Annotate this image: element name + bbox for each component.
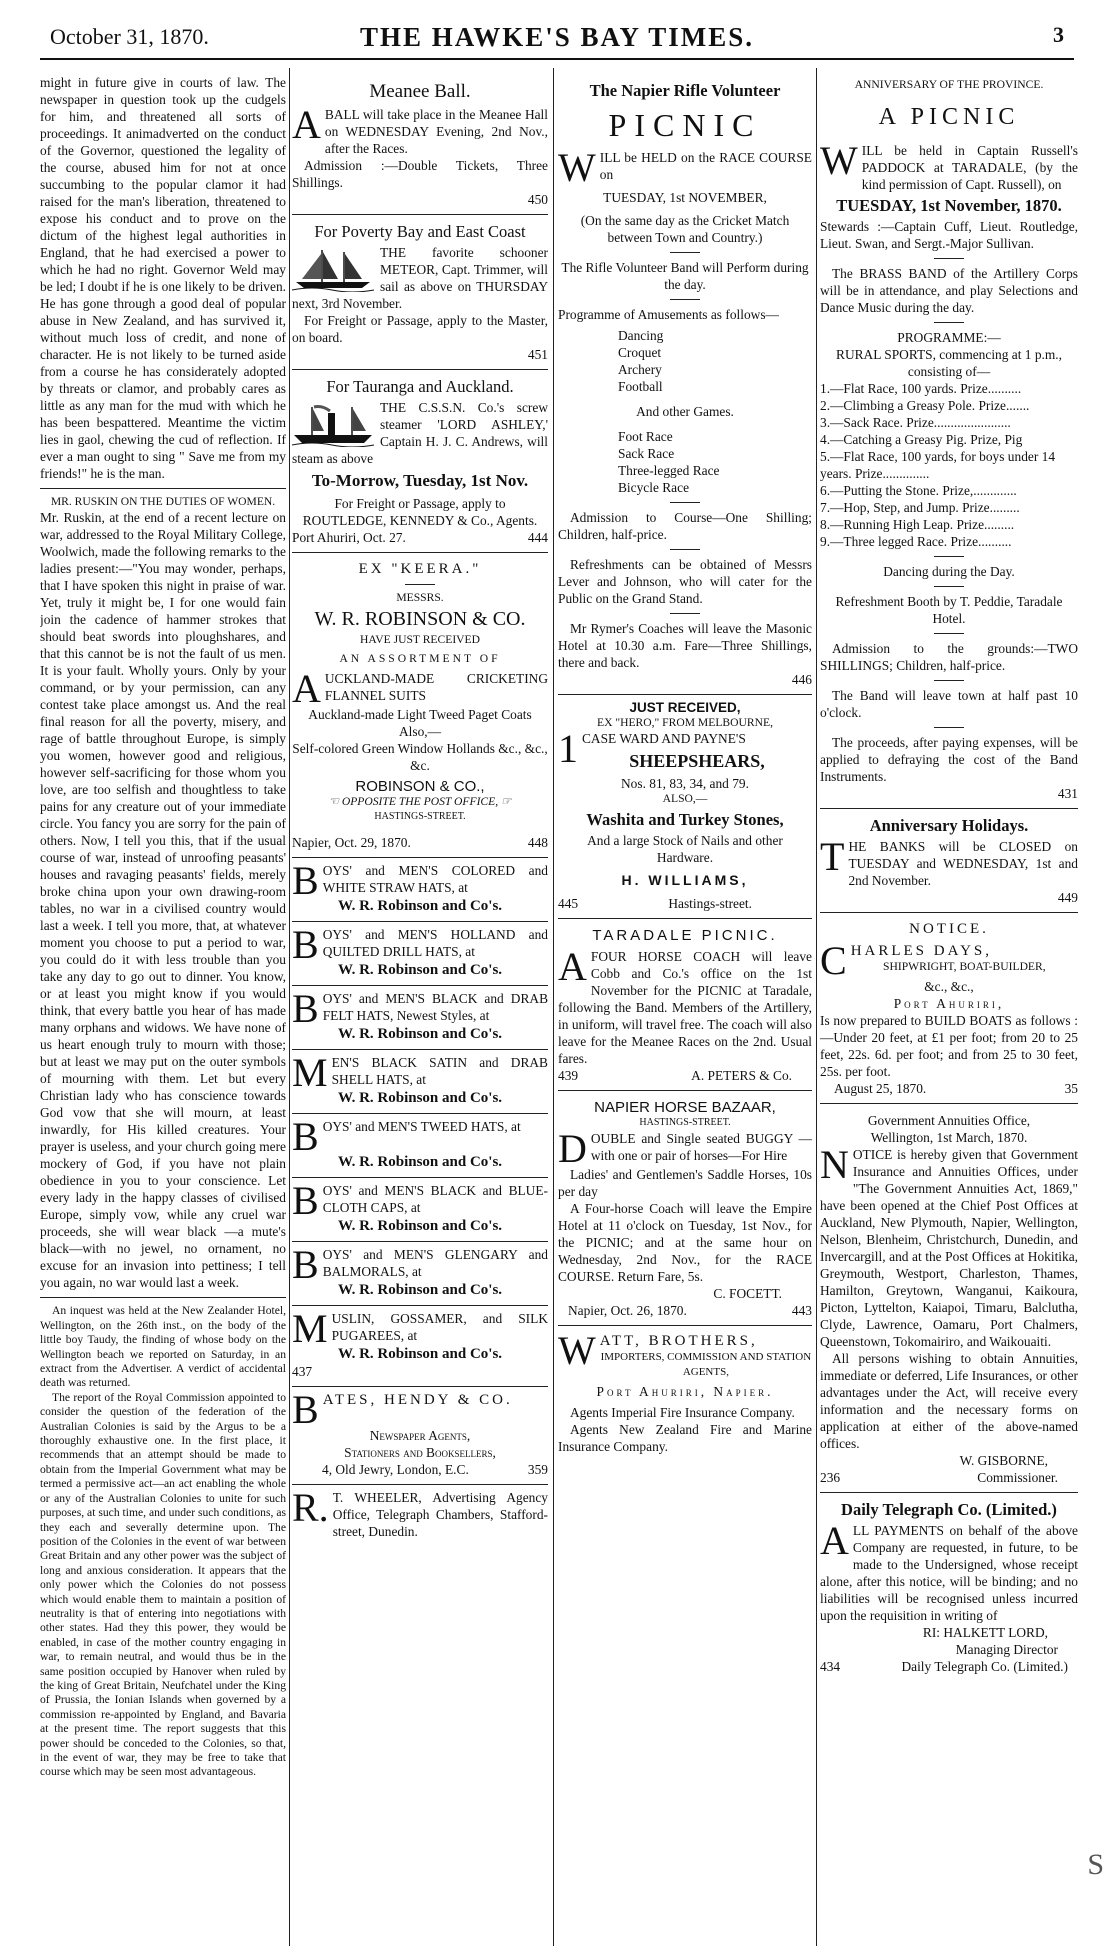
drop-cap: W — [820, 138, 858, 184]
column-2 — [292, 74, 548, 1940]
ad-also: Also,— — [398, 724, 442, 740]
ad-admission: Admission to Course—One Shilling; Children, half-price. — [558, 510, 812, 542]
ad-firm: W. R. Robinson and Co's. — [337, 1026, 503, 1043]
masthead — [40, 18, 1074, 60]
ad-heading: ANNIVERSARY OF THE PROVINCE. — [854, 78, 1044, 91]
ad-address: 4, Old Jewry, London, E.C. — [322, 1462, 469, 1478]
list-item: Dancing — [618, 328, 664, 343]
list-item: 4.—Catching a Greasy Pig. Prize, Pig — [820, 432, 1023, 448]
ad-number: 431 — [1057, 786, 1078, 802]
ad-other: And other Games. — [636, 404, 734, 419]
ad-number: 446 — [791, 672, 812, 687]
ad-poverty-bay — [292, 215, 548, 370]
ad-heading: Wellington, 1st March, 1870. — [870, 1130, 1028, 1146]
ad-date: August 25, 1870. — [834, 1081, 927, 1097]
ad-programme: Programme of Amusements as follows— — [558, 307, 779, 322]
drop-cap: B — [292, 1114, 319, 1160]
drop-cap: R. — [292, 1485, 329, 1531]
ad-horse-bazaar — [558, 1091, 812, 1326]
drop-cap: M — [292, 1050, 328, 1096]
ad-refreshments: Refreshments can be obtained of Messrs Lever and Johnson, who will cater for the Public on the Grand Stand. — [558, 557, 812, 606]
ad-booth: Refreshment Booth by T. Peddie, Taradale Hotel. — [835, 594, 1063, 627]
ad-programme: PROGRAMME:— — [897, 330, 1001, 346]
ad-body: OYS' and MEN'S TWEED HATS, at — [322, 1119, 521, 1135]
ad-hats-1 — [292, 858, 548, 922]
ad-admission: Admission to the grounds:—TWO SHILLINGS; Children, half-price. — [820, 641, 1078, 674]
ad-stewards: Stewards :—Captain Cuff, Lieut. Routledge, Lieut. Swan, and Sergt.-Major Sullivan. — [820, 219, 1078, 252]
races-list — [618, 428, 812, 496]
ad-title: Meanee Ball. — [369, 81, 471, 102]
list-item: 8.—Running High Leap. Prize......... — [820, 517, 1015, 533]
ad-port: Port Ahuriri, Napier. — [596, 1384, 774, 1400]
article-paragraph: The report of the Royal Commission appointed to consider the question of the federation of the Australian Colonies is said by the Argus to be a thoroughly exhaustive one. In the first place, it recommends that an attempt should be made to obtain from the Imperial Government what may be termed a permissive act—an act enabling the whole or any of the Australian Colonies to unite for such purposes, at such time, and under such conditions, as they each and severally determine upon. The position of the Colonies in the event of war between Great Britain and any other power was the subject of long and anxious consideration. It appears that the only power which the Colonies do not possess which would enable them to maintain a position of neutrality is that of entering into negotiations with other states. Had they this power, they would be enabled, in case of the mother country engaging in war, to remain neutral, and would thus be in the same position occupied by Hanover when ruled by the king of Great Britain, Neufchatel under the King of Prussia, the Ionian Islands when governed by a commission re-appointed by England, and Bavaria at the present time. The report suggests that this power should be conceded to the Colonies, so that, in the event of war, they may be free to take that course which may be seen most advantageous. — [40, 1390, 286, 1779]
ad-numbers: Nos. 81, 83, 34, and 79. — [621, 776, 749, 792]
ad-firm: W. R. Robinson and Co's. — [337, 1154, 503, 1171]
ad-street: Hastings-street. — [668, 895, 752, 911]
ad-number: 443 — [791, 1303, 812, 1319]
drop-cap: D — [558, 1126, 587, 1172]
ad-title: The Napier Rifle Volunteer — [589, 81, 781, 100]
list-item: 1.—Flat Race, 100 yards. Prize.......... — [820, 381, 1022, 397]
ad-firm: W. R. Robinson and Co's. — [337, 1346, 503, 1363]
ad-body: T. WHEELER, Advertising Agency Office, Telegraph Chambers, Stafford-street, Dunedin. — [332, 1490, 548, 1540]
ad-firm: H. WILLIAMS, — [621, 871, 749, 888]
drop-cap: T — [820, 834, 845, 880]
divider — [934, 727, 964, 728]
divider — [40, 1297, 286, 1298]
steamer-icon — [292, 401, 374, 447]
ad-signature: A. PETERS & Co. — [691, 1067, 792, 1083]
ad-charles-days — [820, 913, 1078, 1104]
ad-signature: W. GISBORNE, — [959, 1453, 1048, 1469]
list-item: Football — [618, 379, 663, 394]
ad-hats-2 — [292, 922, 548, 986]
ad-firm: W. R. Robinson and Co's. — [337, 1282, 503, 1299]
divider — [670, 613, 700, 614]
ad-title: TARADALE PICNIC. — [592, 926, 778, 944]
issue-date: October 31, 1870. — [50, 24, 209, 49]
drop-cap: W — [558, 1328, 596, 1374]
drop-cap: M — [292, 1306, 328, 1352]
ad-body: LL PAYMENTS on behalf of the above Company are requested, in future, to be made to the Undersigned, whose receipt alone, after this notice, will be binding; and no liabilities will be recognised unless incurred upon the requisition in writing of — [820, 1523, 1078, 1624]
schooner-icon — [292, 246, 374, 292]
ad-date: TUESDAY, 1st NOVEMBER, — [603, 190, 767, 205]
pointing-hand-icon: ☞ — [498, 795, 512, 809]
drop-cap: A — [292, 666, 321, 712]
ad-body: USLIN, GOSSAMER, and SILK PUGAREES, at — [331, 1311, 548, 1344]
ad-date-line: To-Morrow, Tuesday, 1st Nov. — [311, 471, 529, 490]
ad-brass-band: The BRASS BAND of the Artillery Corps will be in attendance, and play Selections and Dance Music during the day. — [820, 266, 1078, 316]
column-divider — [816, 68, 817, 1946]
ad-rifle-picnic — [558, 74, 812, 695]
article-paragraph: Mr. Ruskin, at the end of a recent lecture on war, addressed to the Royal Military College, Woolwich, made the following remarks to the ladies present:—"You may wonder, perhaps, that I have spoken this night in praise of war. Yet, truly it might be, I for one would fain join the cadence of hammer strokes that should beat swords into ploughshares, and that this cannot be is not the fault of us men. It is your fault. Wholly yours. Only by your command, or by your permission, can any contest take place amongst us. And the real final reason for all the poverty, misery, and rage of battle throughout Europe, is simply you women, however good and religious, however self-sacrificing for those whom you love, are too selfish and thoughtless to take pains for any creature out of your immediate circle. You fancy you are sorry for the pain of others. Now, I tell you this, that if the usual course of war, instead of unroofing peasants' houses and ravaging peasants' fields, merely broke china upon your own drawing-room tables, no war in a civilised country would last a week. I tell you more, that, at whatever moment you choose to put a period to war, you could do it with less trouble than you take any day to go out to dinner. You know, or at least you might know if you would think, that every battle you hear of has made many orphans and widows. We have none of us heart enough truly to mourn with those; but at least we may put on the outer symbols of mourning with them. Let but every Christian lady who has conscience towards God vow that she will mourn, at least inwardly, for His killed creatures. Your prayer is useless, and your church going mere mockery of God, if you have not plain obedience in you to your conscience. Let every lady in the happy classes of civilised Europe, simply vow, while any cruel war proceeds, she will wear black —a mute's black—with no jewel, no ornament, no excuse for an invasion into pettiness; I tell you again, no war would last a week. — [40, 510, 286, 1291]
ad-admission: Admission :—Double Tickets, Three Shillings. — [292, 158, 548, 190]
ad-date: TUESDAY, 1st November, 1870. — [836, 196, 1062, 216]
ad-firm: ROBINSON & CO., — [355, 778, 485, 796]
ad-coaches: Mr Rymer's Coaches will leave the Masonic Hotel at 10.30 a.m. Fare—Three Shillings, there and back. — [558, 621, 812, 670]
ad-coach: A Four-horse Coach will leave the Empire Hotel at 11 o'clock on Tuesday, 1st Nov., for the PICNIC; and at the same hour on Wednesday, 2nd Nov., for the RACE COURSE. Return Fare, 5s. — [558, 1201, 812, 1285]
divider — [934, 556, 964, 557]
ad-government-annuities — [820, 1104, 1078, 1493]
ad-note: (On the same day as the Cricket Match between Town and Country.) — [580, 213, 790, 245]
ad-body: UCKLAND-MADE CRICKETING FLANNEL SUITS — [324, 671, 548, 704]
column-divider — [553, 68, 554, 1946]
ad-title: Anniversary Holidays. — [869, 816, 1029, 836]
ad-body: OYS' and MEN'S HOLLAND and QUILTED DRILL HATS, at — [322, 927, 548, 960]
ad-firm: W. R. Robinson and Co's. — [337, 1218, 503, 1235]
list-item: Sack Race — [618, 446, 675, 461]
ad-street: HASTINGS-STREET. — [639, 1116, 731, 1128]
ad-just-received — [558, 695, 812, 919]
ad-number: 359 — [527, 1462, 548, 1478]
ad-title: ATES, HENDY & CO. — [322, 1392, 513, 1409]
ad-holland: Self-colored Green Window Hollands &c., &c., &c. — [292, 741, 548, 774]
drop-cap: 1 — [558, 726, 578, 772]
ad-title: Daily Telegraph Co. (Limited.) — [841, 1500, 1057, 1520]
drop-cap: B — [292, 986, 319, 1032]
ad-number: 448 — [527, 835, 548, 851]
drop-cap: C — [820, 938, 847, 984]
ad-hats-8 — [292, 1306, 548, 1387]
article-paragraph: might in future give in courts of law. The newspaper in question took up the cudgels for him, and threatened all sorts of proceedings. It animadverted on the conduct of the Governor, questioned the legality of the course, abused him for not at once succumbing to the popular clamor it had raised for the man's liberation, threatened to expose his conduct and to prove on the dictum of the highest legal authorities in England, that he had exercised a power to which he had no right. Governor Weld may be led; I doubt if he is one likely to be driven. He has gone through a good deal of popular abuse in New Zealand, and has survived it, without much loss of credit, and none of character. He is not likely to be turned aside from a course he has considerately adopted by threats or clamor, and probably cares as little as any man for the mud with which he has been bespattered. Meantime the victim lies in gaol, chewing the cud of reflection. If ever a man ought to sing " Save me from my friends!" he is the man. — [40, 75, 286, 481]
ad-watt-brothers — [558, 1326, 812, 1455]
ad-opposite: OPPOSITE THE POST OFFICE, — [341, 795, 499, 809]
divider — [405, 584, 435, 585]
ad-subtitle: IMPORTERS, COMMISSION AND STATION AGENTS, — [600, 1351, 812, 1378]
ad-hats-3 — [292, 986, 548, 1050]
ad-number: 439 — [558, 1067, 579, 1083]
ad-firm: W. R. Robinson and Co's. — [337, 898, 503, 915]
ad-company: Daily Telegraph Co. (Limited.) — [901, 1659, 1068, 1675]
ad-messrs: MESSRS. — [396, 591, 444, 604]
divider — [934, 258, 964, 259]
ad-stock: And a large Stock of Nails and other Hardware. — [587, 832, 783, 865]
ad-anniversary-picnic — [820, 74, 1078, 809]
ad-body: All persons wishing to obtain Annuities, immediate or deferred, Life Insurances, or other advantages under the Act, will receive every information and the necessary forms on application at either of the above-named offices. — [820, 1351, 1078, 1452]
divider — [934, 322, 964, 323]
ad-tweed: Auckland-made Light Tweed Paget Coats — [308, 707, 532, 723]
ad-wheeler — [292, 1485, 548, 1540]
games-list — [618, 327, 812, 395]
ad-title: JUST RECEIVED, — [629, 700, 741, 715]
drop-cap: B — [292, 1178, 319, 1224]
ad-role: Managing Director — [955, 1642, 1058, 1658]
pointing-hand-icon: ☜ — [328, 795, 342, 809]
ad-band: The Rifle Volunteer Band will Perform during the day. — [561, 260, 809, 292]
ad-number: 437 — [292, 1364, 313, 1380]
drop-cap: W — [558, 145, 596, 190]
ad-body: THE favorite schooner METEOR, Capt. Trimmer, will sail as above on THURSDAY next, 3rd November. — [292, 245, 548, 311]
list-item: Bicycle Race — [618, 480, 690, 495]
ad-body: BALL will take place in the Meanee Hall on WEDNESDAY Evening, 2nd Nov., after the Races. — [324, 107, 548, 156]
ad-firm: W. R. Robinson and Co's. — [337, 962, 503, 979]
ad-assortment: AN ASSORTMENT OF — [339, 651, 501, 665]
ad-firm: W. R. ROBINSON & CO. — [314, 608, 526, 631]
ad-date: Napier, Oct. 26, 1870. — [568, 1303, 687, 1319]
ad-body: EN'S BLACK SATIN and DRAB SHELL HATS, at — [331, 1055, 548, 1088]
drop-cap: B — [292, 1387, 319, 1433]
ad-port: Port Ahuriri, — [893, 996, 1005, 1012]
ad-case: CASE WARD AND PAYNE'S — [582, 731, 746, 747]
ad-date: Napier, Oct. 29, 1870. — [292, 835, 411, 851]
ad-place: Port Ahuriri, Oct. 27. — [292, 530, 406, 545]
ad-body: Is now prepared to BUILD BOATS as follows :—Under 20 feet, at £1 per foot; from 20 to 25 feet, 22s. 6d. per foot; and from 25 to 30 feet, 25s. per foot. — [820, 1013, 1078, 1080]
list-item: 6.—Putting the Stone. Prize,............. — [820, 483, 1017, 499]
ad-signature: RI: HALKETT LORD, — [922, 1625, 1048, 1641]
ad-line: Stationers and Booksellers, — [344, 1445, 496, 1461]
ad-number: 35 — [1064, 1081, 1078, 1097]
article-heading: MR. RUSKIN ON THE DUTIES OF WOMEN. — [50, 495, 276, 508]
article-paragraph: An inquest was held at the New Zealander Hotel, Wellington, on the 26th inst., on the body of the little boy Taudy, the finding of whose body on the Wellington beach we reported on Saturday, in an extract from the Advertiser. A verdict of accidental death was returned. — [40, 1304, 286, 1390]
handwritten-mark: S — [1087, 1848, 1104, 1881]
ad-title-large: A PICNIC — [878, 104, 1020, 131]
ad-signature: C. FOCETT. — [713, 1286, 782, 1302]
ad-body: ILL be HELD on the RACE COURSE on — [599, 150, 812, 182]
ad-agents: Agents New Zealand Fire and Marine Insurance Company. — [558, 1422, 812, 1455]
ad-name: HARLES DAYS, — [850, 943, 992, 960]
ad-role: Commissioner. — [977, 1470, 1058, 1486]
drop-cap: B — [292, 922, 319, 968]
ad-title: For Poverty Bay and East Coast — [314, 222, 526, 241]
ad-etc: &c., &c., — [924, 979, 974, 995]
ad-body: OTICE is hereby given that Government Insurance and Annuities Offices, under "The Government Annuities Act, 1869," have been opened at the Chief Post Offices at Auckland, New Plymouth, Napier, Wellington, Nelson, Blenheim, Christchurch, Dunedin, and Invercargill, and at the Post Offices at Hokitika, Greymouth, Westport, Charleston, Thames, Hamilton, Greytown, Wanganui, Kaikoura, Picton, Lyttelton, Kaiapoi, Timaru, Balclutha, Clyde, Lawrence, Oamaru, Port Chalmers, Queenstown, Tokomairiro, and Waikouaiti. — [820, 1147, 1078, 1350]
list-item: 2.—Climbing a Greasy Pole. Prize....... — [820, 398, 1030, 414]
sports-list — [820, 380, 1078, 550]
drop-cap: A — [558, 943, 587, 989]
list-item: 3.—Sack Race. Prize....................... — [820, 415, 1011, 431]
ad-title: For Tauranga and Auckland. — [326, 377, 514, 396]
ad-number: 450 — [527, 192, 548, 207]
ad-body: OYS' and MEN'S COLORED and WHITE STRAW HATS, at — [322, 863, 548, 896]
ad-hats-4 — [292, 1050, 548, 1114]
ad-daily-telegraph — [820, 1493, 1078, 1675]
column-3 — [558, 74, 812, 1940]
ad-title: ATT, BROTHERS, — [599, 1333, 758, 1350]
column-divider — [289, 68, 290, 1946]
drop-cap: B — [292, 1242, 319, 1288]
ad-body: OYS' and MEN'S BLACK and DRAB FELT HATS, Newest Styles, at — [322, 991, 548, 1024]
ad-line: Newspaper Agents, — [369, 1428, 471, 1444]
list-item: Archery — [618, 362, 662, 377]
ad-keera — [292, 553, 548, 858]
column-1 — [40, 74, 286, 1940]
ad-body: OUBLE and Single seated BUGGY —with one or pair of horses—For Hire — [590, 1131, 812, 1164]
ad-street: HASTINGS-STREET. — [374, 810, 466, 822]
ad-body: FOUR HORSE COACH will leave Cobb and Co.'s office on the 1st November for the PICNIC at Taradale, following the Band. Members of the Artillery, in uniform, will travel free. The coach will also leave for the Meanee Races on the 2nd. Usual fares. — [558, 948, 812, 1066]
ad-title-large: PICNIC — [608, 107, 762, 143]
ad-ex: EX "KEERA." — [358, 561, 482, 577]
page-number: 3 — [1053, 22, 1064, 47]
ad-title: NOTICE. — [909, 921, 989, 938]
list-item: 5.—Flat Race, 100 yards, for boys under 14 years. Prize.............. — [820, 449, 1056, 482]
ad-number: 449 — [1057, 890, 1078, 906]
divider — [40, 488, 286, 489]
ad-body: ILL be held in Captain Russell's PADDOCK at TARADALE, (by the kind permission of Capt. Russell), on — [861, 143, 1078, 193]
list-item: Foot Race — [618, 429, 673, 444]
drop-cap: A — [292, 102, 321, 147]
ad-band-leave: The Band will leave town at half past 10 o'clock. — [820, 688, 1078, 721]
ad-number: 434 — [820, 1659, 841, 1675]
ad-also: ALSO,— — [662, 792, 708, 806]
ad-ex: EX "HERO," FROM MELBOURNE, — [597, 716, 773, 729]
ad-body: HE BANKS will be CLOSED on TUESDAY and WEDNESDAY, 1st and 2nd November. — [848, 839, 1078, 889]
divider — [670, 252, 700, 253]
ad-firm: W. R. Robinson and Co's. — [337, 1090, 503, 1107]
column-4 — [820, 74, 1078, 1940]
ad-heading: Government Annuities Office, — [867, 1113, 1031, 1129]
divider — [934, 586, 964, 587]
ad-dancing: Dancing during the Day. — [883, 564, 1015, 580]
divider — [670, 502, 700, 503]
list-item: Croquet — [618, 345, 662, 360]
ad-product: SHEEPSHEARS, — [629, 751, 765, 772]
ad-number: 444 — [527, 530, 548, 545]
divider — [670, 549, 700, 550]
list-item: 7.—Hop, Step, and Jump. Prize......... — [820, 500, 1020, 516]
ad-body: OYS' and MEN'S BLACK and BLUE-CLOTH CAPS, at — [322, 1183, 548, 1216]
ad-proceeds: The proceeds, after paying expenses, will be applied to defraying the cost of the Band Instruments. — [820, 735, 1078, 785]
ad-ladies: Ladies' and Gentlemen's Saddle Horses, 10s per day — [558, 1167, 812, 1200]
list-item: 9.—Three legged Race. Prize.......... — [820, 534, 1012, 550]
ad-taradale-picnic — [558, 919, 812, 1091]
list-item: Three-legged Race — [618, 463, 720, 478]
ad-body: OYS' and MEN'S GLENGARY and BALMORALS, at — [322, 1247, 548, 1280]
drop-cap: N — [820, 1142, 849, 1188]
ad-anniversary-holidays — [820, 809, 1078, 913]
ad-number: 236 — [820, 1470, 841, 1486]
ad-body: THE C.S.S.N. Co.'s screw steamer 'LORD ASHLEY,' Captain H. J. C. Andrews, will steam as above — [292, 400, 548, 466]
drop-cap: A — [820, 1518, 849, 1564]
newspaper-title: THE HAWKE'S BAY TIMES. — [359, 22, 755, 52]
ad-hats-7 — [292, 1242, 548, 1306]
ad-freight: For Freight or Passage, apply to ROUTLEDGE, KENNEDY & Co., Agents. — [302, 496, 538, 528]
ad-hats-5 — [292, 1114, 548, 1178]
ad-number: 451 — [527, 347, 548, 362]
ad-have: HAVE JUST RECEIVED — [359, 633, 481, 647]
ad-freight: For Freight or Passage, apply to the Master, on board. — [292, 313, 548, 345]
ad-tauranga — [292, 370, 548, 553]
ad-title: NAPIER HORSE BAZAAR, — [594, 1098, 776, 1116]
divider — [934, 680, 964, 681]
divider — [934, 633, 964, 634]
ad-meanee-ball — [292, 74, 548, 215]
ad-number: 445 — [558, 895, 579, 911]
ad-product: Washita and Turkey Stones, — [586, 809, 784, 829]
ad-agents: Agents Imperial Fire Insurance Company. — [570, 1405, 795, 1421]
ad-trade: SHIPWRIGHT, BOAT-BUILDER, — [883, 960, 1046, 974]
ad-rural: RURAL SPORTS, commencing at 1 p.m., consisting of— — [836, 347, 1062, 380]
ad-bates-hendy — [292, 1387, 548, 1485]
divider — [670, 299, 700, 300]
ad-hats-6 — [292, 1178, 548, 1242]
drop-cap: B — [292, 858, 319, 904]
